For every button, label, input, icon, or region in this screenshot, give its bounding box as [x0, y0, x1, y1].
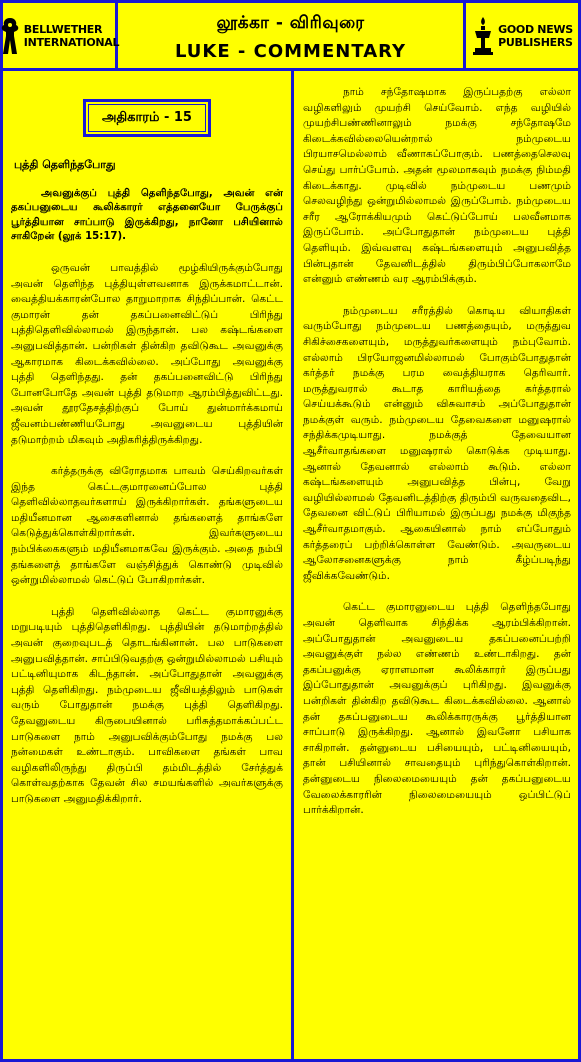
column-divider	[291, 68, 294, 1062]
good-news-logo-text	[498, 23, 573, 49]
section-title: புத்தி தெளிந்தபோது	[14, 158, 116, 171]
chapter-label: அதிகாரம் - 15	[102, 110, 192, 126]
title-box	[120, 3, 461, 68]
bellwether-logo	[3, 3, 118, 68]
good-news-line1: GOOD NEWS	[498, 22, 573, 36]
left-column	[11, 73, 283, 808]
header	[3, 3, 578, 71]
left-paragraph-3: புத்தி தெளிவில்லாத கெட்ட குமாரனுக்கு மறுபடியும் புத்திதெளிகிறது. புத்தியின் தடுமாற்றத்தில் அவன் குறைவுபடத் தொடங்கினான். பல பாடுகளை அனுபவித்தான். சாப்பிடுவதற்கு ஒன்றுமில்லாமல் பசியும் பட்டினியுமாக கிடந்தான். அப்போதுதான் அவனுக்கு புத்தி தெளிகிறது. நம்முடைய ஜீவியத்திலும் பாடுகள் வரும் போதுதான் நமக்கு புத்தி தெளிகிறது. தேவனுடைய கிருபையினால் பரிசுத்தமாக்கப்பட்ட பாடுகளை நாம் அனுபவிக்கும்போது நமக்கு பல நன்மைகள் உண்டாகும். பாவிகளை தங்கள் பாவ வழிகளிலிருந்து திருப்பி தம்மிடத்தில் சேர்த்துக் கொள்வதற்காக தேவன் சில சமயங்களில் அவர்களுக்கு பாடுகளை அனுமதிக்கிறார்.	[11, 605, 283, 805]
left-paragraph-1: ஒருவன் பாவத்தில் மூழ்கியிருக்கும்போது அவன் தெளிந்த புத்தியுள்ளவனாக இருக்கமாட்டான். வைத்தியக்காரன்போல தாறுமாறாக சிந்திப்பான். கெட்ட குமாரன் தன் தகப்பனைவிட்டுப் பிரிந்து புத்திதெளிவில்லாமல் இருந்தான். பல கஷ்டங்களை அனுபவித்தான். பன்றிகள் தின்கிற தவிடுகூட அவனுக்கு ஆகாரமாக கிடைக்கவில்லை. அப்போது அவனுக்கு புத்தி தெளிந்தது. தன் தகப்பனைவிட்டு பிரிந்து போனபோதே அவன் புத்தி தடுமாற ஆரம்பித்துவிட்டது. அவன் தூரதேசத்திற்குப் போய் துன்மார்க்கமாய் ஜீவனம்பண்ணியபோது அவனுடைய புத்தியின் தடுமாற்றம் மிகவும் அதிகரித்திருக்கிறது.	[11, 261, 283, 446]
page-title-tamil: லூக்கா - விரிவுரை	[216, 13, 365, 33]
scripture-verse: அவனுக்குப் புத்தி தெளிந்தபோது, அவன் என் தகப்பனுடைய கூலிக்காரர் எத்தனையோ பேருக்குப் பூர்த்தியான சாப்பாடு இருக்கிறது, நானோ பசியினால் சாகிறேன் (லூக் 15:17).	[11, 187, 283, 243]
right-paragraph-3: கெட்ட குமாரனுடைய புத்தி தெளிந்தபோது அவன் தெளிவாக சிந்திக்க ஆரம்பிக்கிறான். அப்போதுதான் அவனுடைய தகப்பனைப்பற்றி அவனுக்குள் நல்ல எண்ணம் உண்டாகிறது. தன் தகப்பனுக்கு ஏராளமான கூலிக்காரர் இருப்பது இப்போதுதான் அவனுக்குப் புரிகிறது. இவனுக்கு பன்றிகள் தின்கிற தவிடுகூட கிடைக்கவில்லை. ஆனால் தன் தகப்பனுடைய கூலிக்காரருக்கு பூர்த்தியான சாப்பாடு இருக்கிறது. ஆனால் இவனோ பசியாக சாகிறான். தன்னுடைய பசியையும், பட்டினியையும், தான் பசியினால் சாவதையும் புரிந்துகொள்கிறான். தன்னுடைய நிலைமையையும் தன் தகப்பனுடைய வேலைக்காரரின் நிலைமையையும் ஒப்பிட்டுப் பார்க்கிறான்.	[303, 601, 571, 817]
bellwether-line1: BELLWETHER	[23, 22, 103, 36]
chapter-box	[83, 99, 211, 137]
bellwether-logo-text	[24, 23, 119, 49]
right-column	[303, 73, 571, 819]
bellwether-ram-icon	[0, 16, 21, 56]
page-title-english: LUKE - COMMENTARY	[174, 41, 407, 62]
good-news-line2: PUBLISHERS	[498, 35, 573, 49]
good-news-logo	[463, 3, 578, 68]
right-paragraph-1: நாம் சந்தோஷமாக இருப்பதற்கு எல்லா வழிகளிலும் முயற்சி செய்வோம். எந்த வழியில் முயற்சிபண்ணினாலும் நமக்கு சந்தோஷமே கிடைக்கவில்லையென்றால் நம்முடைய பிரயாசமெல்லாம் வீணாகப்போகும். பணத்தைசெலவு செய்து பார்ப்போம். அதன் மூலமாகவும் நமக்கு நிம்மதி கிடைக்காது. முடிவில் நம்முடைய பணமும் செலவழிந்து ஒன்றுமில்லாமல் இருப்போம். நம்முடைய சரீர ஆரோக்கியமும் கெட்டுப்போய் பலவீனமாக இருப்போம். அப்போதுதான் நம்முடைய புத்தி தெளியும். இவ்வளவு கஷ்டங்களையும் அனுபவித்த பின்புதான் தேவனிடத்தில் திரும்பிப்போகலாமே என்னும் எண்ணம் வர ஆரம்பிக்கும்.	[303, 86, 571, 286]
right-paragraph-2: நம்முடைய சரீரத்தில் கொடிய வியாதிகள் வரும்போது நம்முடைய பணத்தையும், மருத்துவ சிகிச்சைகளையும், மருத்துவர்களையும் நம்புவோம். எல்லாம் பிரயோஜனமில்லாமல் போகும்போதுதான் கர்த்தர் நமக்கு பரம வைத்தியராக தெரிவார். மருத்துவரால் கூடாத காரியத்தை கர்த்தரால் செய்யக்கூடும் என்னும் விசுவாசம் அப்போதுதான் நமக்குள் வரும். நம்முடைய தேவைகளை மனுஷரால் சந்திக்கமுடியாது. நமக்குத் தேவையான ஆசீர்வாதங்களை மனுஷரால் கொடுக்க முடியாது. ஆனால் தேவனால் எல்லாம் கூடும். எல்லா கஷ்டங்களையும் அனுபவித்த பின்பு, வேறு வழியில்லாமல் தேவனிடத்திற்கு திரும்பி வருவதைவிட, தேவனை விட்டுப் பிரியாமல் இருப்பது நமக்கு மிகுந்த ஆசீர்வாதமாகும். ஆகையினால் நாம் எப்போதும் கர்த்தரைப் பற்றிக்கொள்ள வேண்டும். அவருடைய ஆலோசனைகளுக்கு நாம் கீழ்ப்படிந்து ஜீவிக்கவேண்டும்.	[303, 304, 571, 582]
good-news-lamp-icon	[471, 16, 495, 56]
left-paragraph-2: கர்த்தருக்கு விரோதமாக பாவம் செய்கிறவர்கள் இந்த கெட்டகுமாரனைப்போல புத்தி தெளிவில்லாதவர்களாய் இருக்கிறார்கள். தங்களுடைய மதியீனமான ஆசைகளினால் தங்களைத் தாங்களே கெடுத்துக்கொள்கிறார்கள். இவர்களுடைய நம்பிக்கைகளும் மதியீனமாகவே இருக்கும். அதை நம்பி தங்களைத் தாங்களே வஞ்சித்துக் கொண்டு முடிவில் ஒன்றுமில்லாமல் கெட்டுப் போகிறார்கள்.	[11, 465, 283, 587]
bellwether-line2: INTERNATIONAL	[23, 35, 120, 49]
